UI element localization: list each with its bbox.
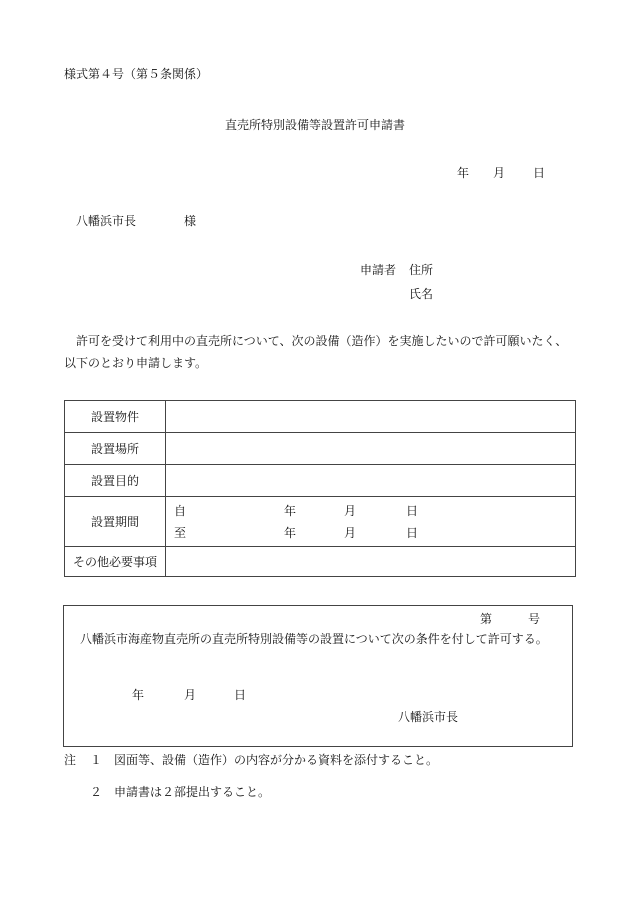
note-1-text: 図面等、設備（造作）の内容が分かる資料を添付すること。 bbox=[114, 753, 439, 767]
permit-issuer: 八幡浜市長 bbox=[398, 710, 459, 724]
permit-date bbox=[132, 686, 246, 703]
request-body: 許可を受けて利用中の直売所について、次の設備（造作）を実施したいので許可願いたく、以下のとおり申請します。 bbox=[64, 334, 568, 370]
row-label-period: 設置期間 bbox=[65, 497, 166, 547]
form-number: 様式第４号（第５条関係） bbox=[64, 67, 209, 81]
row-value-purpose[interactable] bbox=[166, 465, 576, 497]
permit-number-suffix: 号 bbox=[528, 612, 541, 626]
period-to-month: 月 bbox=[344, 525, 357, 540]
applicant-address-label: 住所 bbox=[409, 263, 434, 277]
table-row bbox=[65, 401, 576, 433]
permit-box bbox=[63, 605, 573, 747]
recipient-name: 八幡浜市長 bbox=[76, 214, 137, 228]
note-1 bbox=[64, 753, 438, 767]
period-from-prefix: 自 bbox=[174, 503, 187, 518]
permit-number bbox=[480, 610, 540, 627]
applicant-name-label: 氏名 bbox=[409, 287, 434, 301]
date-day: 日 bbox=[533, 166, 546, 180]
application-date bbox=[457, 166, 545, 180]
row-label-other: その他必要事項 bbox=[65, 547, 166, 577]
row-label-purpose: 設置目的 bbox=[65, 465, 166, 497]
permit-date-month: 月 bbox=[184, 688, 197, 702]
row-value-period[interactable] bbox=[166, 497, 576, 547]
period-from-month: 月 bbox=[344, 503, 357, 518]
application-table bbox=[64, 400, 576, 577]
row-label-item: 設置物件 bbox=[65, 401, 166, 433]
row-value-location[interactable] bbox=[166, 433, 576, 465]
period-from-year: 年 bbox=[284, 503, 297, 518]
note-2-text: 申請書は２部提出すること。 bbox=[114, 785, 271, 799]
document-title: 直売所特別設備等設置許可申請書 bbox=[224, 118, 405, 132]
note-1-number: １ bbox=[90, 753, 103, 767]
period-to-year: 年 bbox=[284, 525, 297, 540]
period-from bbox=[166, 500, 575, 522]
date-year: 年 bbox=[457, 166, 470, 180]
table-row bbox=[65, 465, 576, 497]
note-prefix: 注 bbox=[64, 753, 77, 767]
row-value-item[interactable] bbox=[166, 401, 576, 433]
table-row bbox=[65, 497, 576, 547]
recipient bbox=[76, 214, 196, 228]
period-to-day: 日 bbox=[406, 525, 419, 540]
note-2 bbox=[64, 785, 270, 799]
table-row bbox=[65, 433, 576, 465]
date-month: 月 bbox=[493, 166, 506, 180]
permit-number-prefix: 第 bbox=[480, 612, 493, 626]
table-row bbox=[65, 547, 576, 577]
period-from-day: 日 bbox=[406, 503, 419, 518]
row-label-location: 設置場所 bbox=[65, 433, 166, 465]
permit-text: 八幡浜市海産物直売所の直売所特別設備等の設置について次の条件を付して許可する。 bbox=[68, 632, 548, 646]
recipient-honorific: 様 bbox=[184, 214, 197, 228]
note-2-number: ２ bbox=[90, 785, 103, 799]
permit-date-day: 日 bbox=[234, 688, 247, 702]
period-to bbox=[166, 522, 575, 544]
period-to-prefix: 至 bbox=[174, 525, 187, 540]
row-value-other[interactable] bbox=[166, 547, 576, 577]
permit-date-year: 年 bbox=[132, 688, 145, 702]
applicant-label: 申請者 bbox=[360, 263, 397, 277]
